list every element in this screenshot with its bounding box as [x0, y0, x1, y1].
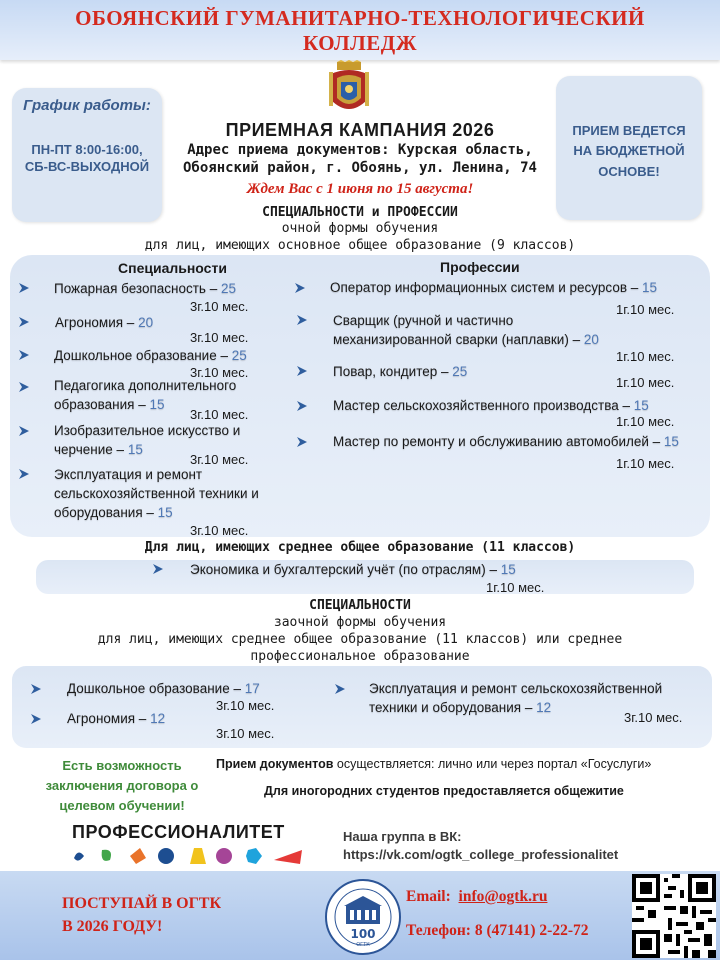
chevron-right-icon — [296, 365, 308, 377]
profession-item: Оператор информационных систем и ресурсов – 15 — [330, 280, 658, 295]
address-line-2: Обоянский район, г. Обоянь, ул. Ленина, 74 — [182, 160, 537, 176]
specialty-item: Пожарная безопасность – 25 — [54, 281, 237, 296]
profession-duration: 1г.10 мес. — [616, 456, 675, 471]
specialty-item: Изобразительное искусство и черчение – 15 — [54, 423, 241, 457]
profession-duration: 1г.10 мес. — [616, 375, 675, 390]
budget-line-2: НА БЮДЖЕТНОЙ — [573, 143, 685, 158]
schedule-weekdays: ПН-ПТ 8:00-16:00, — [31, 142, 143, 157]
chevron-right-icon — [296, 314, 308, 326]
coat-of-arms-icon — [327, 60, 371, 118]
chevron-right-icon — [334, 683, 346, 695]
chevron-right-icon — [18, 349, 30, 361]
qr-code-icon[interactable] — [632, 874, 716, 958]
professions-heading: Профессии — [440, 259, 520, 275]
professionalitet-icons — [70, 846, 310, 866]
specialty-duration: 3г.10 мес. — [190, 299, 249, 314]
campaign-address — [150, 141, 570, 177]
emblem-number: 100 — [350, 927, 376, 941]
profession-item: Повар, кондитер – 25 — [333, 364, 468, 379]
parttime-basis-1: для лиц, имеющих среднее общее образование (11 классов) или среднее — [97, 632, 623, 647]
parttime-item: Эксплуатация и ремонт сельскохозяйственной техники и оборудования – 12 — [369, 681, 663, 715]
profession-item: Мастер сельскохозяйственного производства – 15 — [333, 398, 649, 413]
chevron-right-icon — [296, 400, 308, 412]
dorm-note: Для иногородних студентов предоставляется общежитие — [264, 784, 624, 798]
email-link[interactable]: info@ogtk.ru — [458, 888, 548, 905]
profession-item: Сварщик (ручной и частично механизированной сварки (наплавки) – 20 — [333, 313, 599, 347]
chevron-right-icon — [18, 468, 30, 480]
specialty-item: Агрономия – 20 — [55, 315, 154, 330]
profession-duration: 1г.10 мес. — [616, 414, 675, 429]
college-title — [10, 6, 710, 56]
docs-note: Прием документов осуществляется: лично или через портал «Госуслуги» — [216, 757, 652, 771]
chevron-right-icon — [30, 713, 42, 725]
chevron-right-icon — [18, 381, 30, 393]
specialty-duration: 3г.10 мес. — [190, 407, 249, 422]
specialty-duration: 3г.10 мес. — [190, 330, 249, 345]
fulltime-basis: для лиц, имеющих основное общее образование (9 классов) — [144, 238, 576, 253]
footer-email: Email: info@ogtk.ru — [406, 888, 548, 905]
schedule-title: График работы: — [23, 97, 151, 114]
fulltime-heading: СПЕЦИАЛЬНОСТИ и ПРОФЕССИИ — [262, 205, 458, 220]
chevron-right-icon — [296, 436, 308, 448]
campaign-title: ПРИЕМНАЯ КАМПАНИЯ 2026 — [225, 120, 495, 140]
vk-label: Наша группа в ВК: — [343, 829, 462, 844]
chevron-right-icon — [152, 563, 164, 575]
parttime-item: Агрономия – 12 — [67, 711, 166, 726]
parttime-heading: СПЕЦИАЛЬНОСТИ — [309, 598, 411, 613]
chevron-right-icon — [18, 316, 30, 328]
college-title-line2: КОЛЛЕДЖ — [302, 31, 417, 55]
vk-group — [343, 828, 618, 864]
chevron-right-icon — [18, 425, 30, 437]
profession-duration: 1г.10 мес. — [616, 349, 675, 364]
specialty-duration: 3г.10 мес. — [190, 452, 249, 467]
professionalitet-logo: ПРОФЕССИОНАЛИТЕТ — [72, 822, 285, 842]
fulltime-form: очной формы обучения — [281, 221, 439, 236]
specialty-item: Дошкольное образование – 25 — [54, 348, 247, 363]
chevron-right-icon — [30, 683, 42, 695]
specialty-item: Эксплуатация и ремонт сельскохозяйственной техники и оборудования – 15 — [54, 467, 259, 520]
profession-duration: 1г.10 мес. — [616, 302, 675, 317]
parttime-duration: 3г.10 мес. — [216, 726, 275, 741]
target-education-note: Есть возможность заключения договора о целевом обучении! — [45, 758, 199, 813]
footer-cta: ПОСТУПАЙ В ОГТК В 2026 ГОДУ! — [62, 895, 222, 935]
budget-line-1: ПРИЕМ ВЕДЕТСЯ — [572, 123, 686, 138]
chevron-right-icon — [18, 282, 30, 294]
college-title-line1: ОБОЯНСКИЙ ГУМАНИТАРНО-ТЕХНОЛОГИЧЕСКИЙ — [75, 6, 645, 30]
parttime-form: заочной формы обучения — [273, 615, 447, 630]
parttime-item: Дошкольное образование – 17 — [67, 681, 260, 696]
address-line-1: Адрес приема документов: Курская область, — [187, 142, 533, 158]
emblem-small: ОГТК — [356, 942, 370, 948]
vk-link[interactable]: https://vk.com/ogtk_college_professionalitet — [343, 847, 619, 862]
parttime-duration: 3г.10 мес. — [624, 710, 683, 725]
profession-item: Мастер по ремонту и обслуживанию автомобилей – 15 — [333, 434, 679, 449]
footer-phone: Телефон: 8 (47141) 2-22-72 — [406, 922, 589, 939]
specialty-duration: 3г.10 мес. — [190, 523, 249, 538]
budget-line-3: ОСНОВЕ! — [598, 164, 660, 179]
chevron-right-icon — [294, 282, 306, 294]
parttime-duration: 3г.10 мес. — [216, 698, 275, 713]
college-emblem-icon — [324, 878, 402, 956]
economics-duration: 1г.10 мес. — [486, 580, 545, 595]
parttime-basis-2: профессиональное образование — [250, 649, 470, 664]
specialty-item: Педагогика дополнительного образования – 15 — [54, 378, 237, 412]
specialty-duration: 3г.10 мес. — [190, 365, 249, 380]
economics-item: Экономика и бухгалтерский учёт (по отраслям) – 15 — [190, 562, 516, 577]
schedule-weekend: СБ-ВС-ВЫХОДНОЙ — [24, 159, 150, 174]
secondary-basis: Для лиц, имеющих среднее общее образование (11 классов) — [144, 540, 576, 555]
campaign-dates: Ждем Вас с 1 июня по 15 августа! — [246, 181, 474, 197]
specialties-heading: Специальности — [118, 260, 227, 276]
